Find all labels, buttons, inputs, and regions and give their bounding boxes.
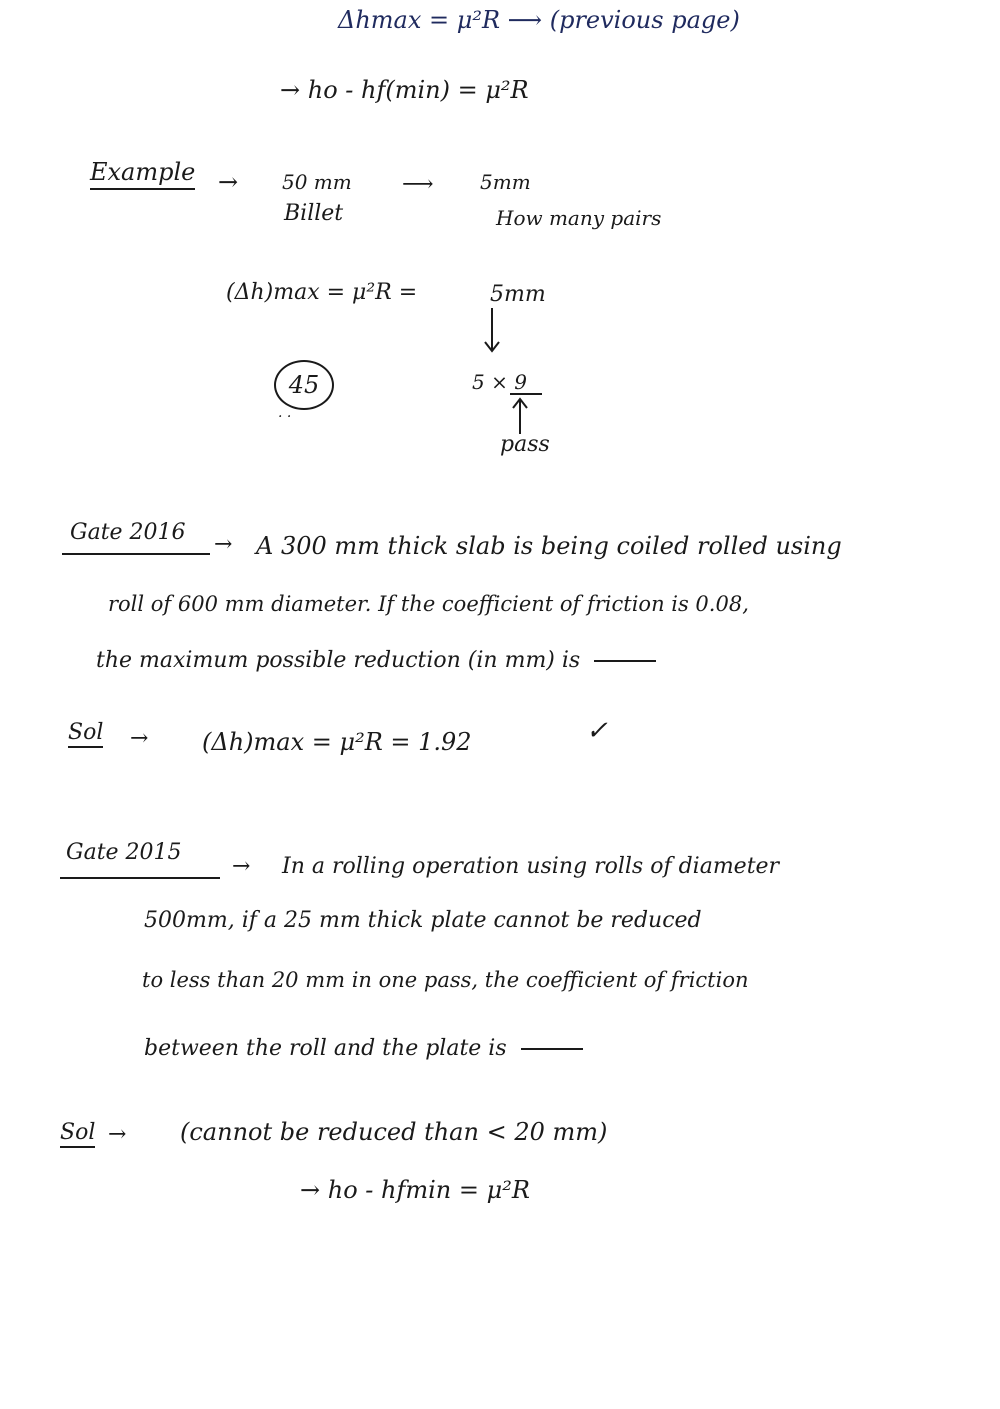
gate2015-arrow: → (232, 854, 251, 879)
example-pass: pass (500, 432, 550, 457)
circled-answer: 45 (274, 360, 334, 410)
gate2015-line-2: 500mm, if a 25 mm thick plate cannot be reduced (144, 908, 702, 933)
gate2015-line-1: In a rolling operation using rolls of diameter (282, 854, 780, 879)
example-arrow: → (218, 168, 239, 196)
gate2016-line-3: the maximum possible reduction (in mm) is (96, 648, 581, 673)
gate2016-arrow: → (214, 532, 233, 557)
example-label: Example (90, 160, 195, 190)
example-dots: . . (278, 405, 292, 421)
up-arrow-icon (508, 396, 532, 436)
check-icon: ✓ (586, 716, 608, 746)
gate2016-sol-arrow: → (130, 726, 149, 751)
gate2016-underline (62, 552, 212, 556)
answer-blank (594, 660, 656, 662)
gate2015-underline (60, 876, 222, 880)
example-to-size: 5mm (480, 170, 531, 194)
header-line-1: Δhmax = μ²R ⟶ (previous page) (338, 6, 740, 34)
gate2015-sol-line-2: → ho - hfmin = μ²R (300, 1176, 530, 1204)
gate2016-label: Gate 2016 (70, 520, 186, 545)
example-long-arrow: ⟶ (402, 172, 434, 197)
gate2015-label: Gate 2015 (66, 840, 182, 865)
gate2016-line-3-wrap (96, 650, 656, 672)
example-from-size: 50 mm (282, 170, 352, 194)
gate2015-line-4-wrap (144, 1038, 583, 1060)
example-calc: 5 × 9 (472, 370, 527, 394)
gate2015-sol-line-1: (cannot be reduced than < 20 mm) (180, 1118, 608, 1146)
example-formula-value: 5mm (490, 282, 546, 307)
gate2016-line-1: A 300 mm thick slab is being coiled rolled using (256, 532, 842, 560)
example-formula: (Δh)max = μ²R = (226, 280, 418, 305)
gate2016-sol-formula: (Δh)max = μ²R = 1.92 (202, 728, 472, 756)
header-line-2: → ho - hf(min) = μ²R (280, 76, 529, 104)
example-billet: Billet (284, 201, 344, 226)
gate2015-line-4: between the roll and the plate is (144, 1036, 507, 1061)
gate2016-line-2: roll of 600 mm diameter. If the coefficient of friction is 0.08, (108, 592, 749, 616)
gate2015-sol-arrow: → (108, 1122, 127, 1147)
answer-blank (521, 1048, 583, 1050)
gate2016-sol-label: Sol (68, 722, 103, 748)
down-arrow-icon (480, 306, 504, 354)
example-question: How many pairs (496, 206, 662, 230)
gate2015-sol-label: Sol (60, 1122, 95, 1148)
gate2015-line-3: to less than 20 mm in one pass, the coefficient of friction (142, 968, 749, 992)
